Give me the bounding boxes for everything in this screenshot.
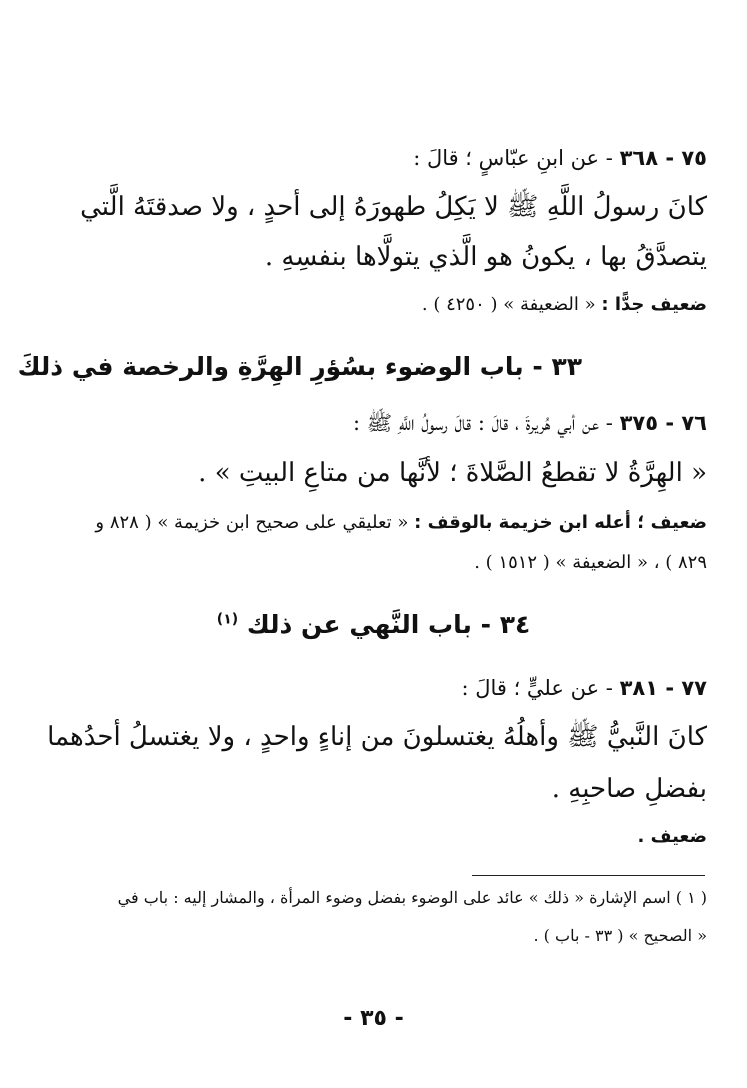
entry-75-header xyxy=(40,146,707,170)
entry-77-text-line-1: كانَ النَّبيُّ ﷺ وأهلُهُ يغتسلونَ من إناءٍ واحدٍ ، ولا يغتسلُ أحدُهما xyxy=(47,722,707,752)
entry-76-chain: - عن أبي هُريرةَ ، قالَ : قالَ رسولُ اللَّهِ ﷺ : xyxy=(353,411,613,435)
chapter-34-title: ٣٤ - باب النَّهي عن ذلك xyxy=(246,610,531,639)
chapter-33-title: ٣٣ - باب الوضوء بسُؤرِ الهِرَّةِ والرخصة في ذلكَ xyxy=(17,352,582,381)
entry-76-header xyxy=(40,410,707,441)
entry-77-number: ٧٧ - ٣٨١ xyxy=(619,676,707,700)
entry-75-text-line-2: يتصدَّقُ بها ، يكونُ هو الَّذي يتولَّاها بنفسِهِ . xyxy=(264,242,707,272)
entry-76-grade-line-2: ٨٢٩ ) ، « الضعيفة » ( ١٥١٢ ) . xyxy=(474,552,707,573)
entry-75-chain: - عن ابنِ عبّاسٍ ؛ قالَ : xyxy=(413,146,613,170)
footnote-line-2: « الصحيح » ( ٣٣ - باب ) . xyxy=(533,926,707,945)
entry-77-header xyxy=(40,676,707,700)
entry-76-number: ٧٦ - ٣٧٥ xyxy=(619,411,707,435)
entry-75-text-line-1: كانَ رسولُ اللَّهِ ﷺ لا يَكِلُ طهورَهُ إلى أحدٍ ، ولا صدقتَهُ الَّتي xyxy=(80,192,707,222)
entry-75-grade xyxy=(40,294,707,315)
entry-77-chain: - عن عليٍّ ؛ قالَ : xyxy=(461,676,613,700)
entry-75-grade-ref: « الضعيفة » ( ٤٢٥٠ ) . xyxy=(421,294,596,315)
entry-75-number: ٧٥ - ٣٦٨ xyxy=(619,146,707,170)
entry-76-grade-label: ضعيف ؛ أعله ابن خزيمة بالوقف : xyxy=(414,512,707,533)
chapter-34-heading xyxy=(0,610,747,639)
entry-76-grade-line-1 xyxy=(40,512,707,533)
footnote-divider xyxy=(472,875,705,876)
entry-75-grade-label: ضعيف جدًّا : xyxy=(601,294,707,315)
entry-76-text: « الهِرَّةُ لا تقطعُ الصَّلاةَ ؛ لأنَّها من متاعِ البيتِ » . xyxy=(198,458,707,488)
entry-77-grade: ضعيف . xyxy=(637,826,707,847)
page-number: - ٣٥ - xyxy=(343,1006,404,1031)
footnote-marker: (١) xyxy=(216,611,239,628)
entry-76-grade-ref-1: « تعليقي على صحيح ابن خزيمة » ( ٨٢٨ و xyxy=(95,512,409,533)
entry-77-text-line-2: بفضلِ صاحبِهِ . xyxy=(551,774,707,804)
footnote-line-1: ( ١ ) اسم الإشارة « ذلك » عائد على الوضوء بفضل وضوء المرأة ، والمشار إليه : باب في xyxy=(117,888,707,907)
